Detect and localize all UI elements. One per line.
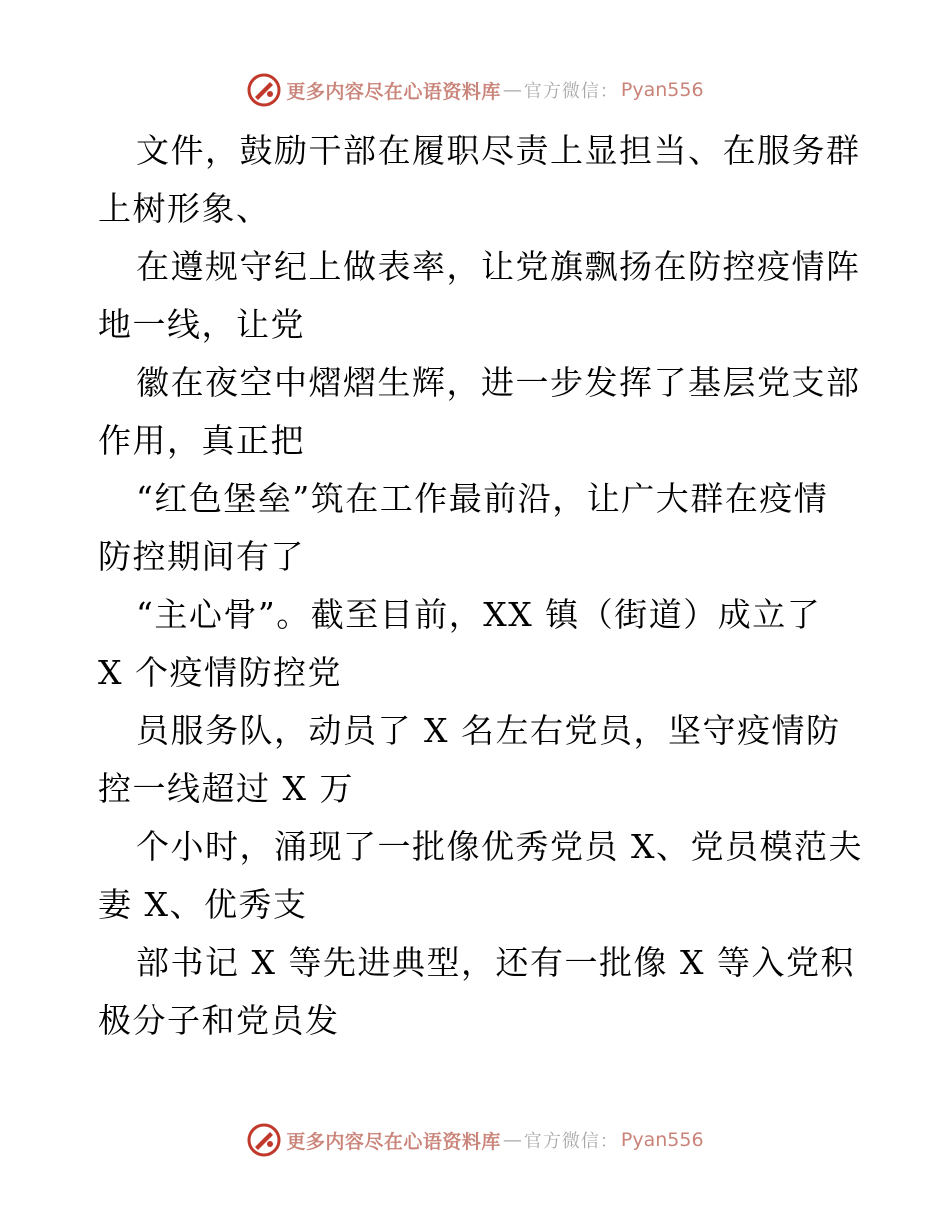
text-line: 在遵规守纪上做表率，让党旗飘扬在防控疫情阵: [136, 247, 861, 286]
brand-logo-icon: [246, 1122, 282, 1158]
text-line: 徽在夜空中熠熠生辉，进一步发挥了基层党支部: [136, 363, 861, 402]
text-line: “红色堡垒”筑在工作最前沿，让广大群在疫情: [136, 479, 829, 518]
banner-wechat-id: Pyan556: [620, 79, 704, 101]
text-line: 员服务队，动员了 X 名左右党员，坚守疫情防: [136, 711, 841, 750]
document-body: [98, 122, 863, 1050]
banner-slogan: 更多内容尽在心语资料库: [286, 80, 501, 103]
text-line: 控一线超过 X 万: [98, 769, 354, 808]
banner-wechat-label: 官方微信：: [523, 81, 619, 102]
text-line: 妻 X、优秀支: [98, 885, 308, 924]
banner-slogan: 更多内容尽在心语资料库: [286, 1130, 501, 1153]
text-line: 个小时，涌现了一批像优秀党员 X、党员模范夫: [136, 827, 863, 866]
text-line: 部书记 X 等先进典型，还有一批像 X 等入党积: [136, 943, 855, 982]
text-line: 上树形象、: [98, 189, 271, 228]
footer-watermark-banner: [0, 1120, 950, 1160]
brand-logo-icon: [246, 72, 282, 108]
text-line: 极分子和党员发: [98, 1001, 340, 1040]
text-line: 防控期间有了: [98, 537, 305, 576]
banner-dash: —: [502, 1129, 522, 1151]
text-line: “主心骨”。截至目前，XX 镇（街道）成立了: [136, 595, 822, 634]
text-line: 文件，鼓励干部在履职尽责上显担当、在服务群: [136, 131, 861, 170]
header-watermark-banner: [0, 70, 950, 110]
text-line: 地一线，让党: [98, 305, 305, 344]
banner-dash: —: [502, 79, 522, 101]
text-line: 作用，真正把: [98, 421, 305, 460]
banner-wechat-id: Pyan556: [620, 1129, 704, 1151]
text-line: X 个疫情防控党: [98, 653, 342, 692]
banner-wechat-label: 官方微信：: [523, 1131, 619, 1152]
